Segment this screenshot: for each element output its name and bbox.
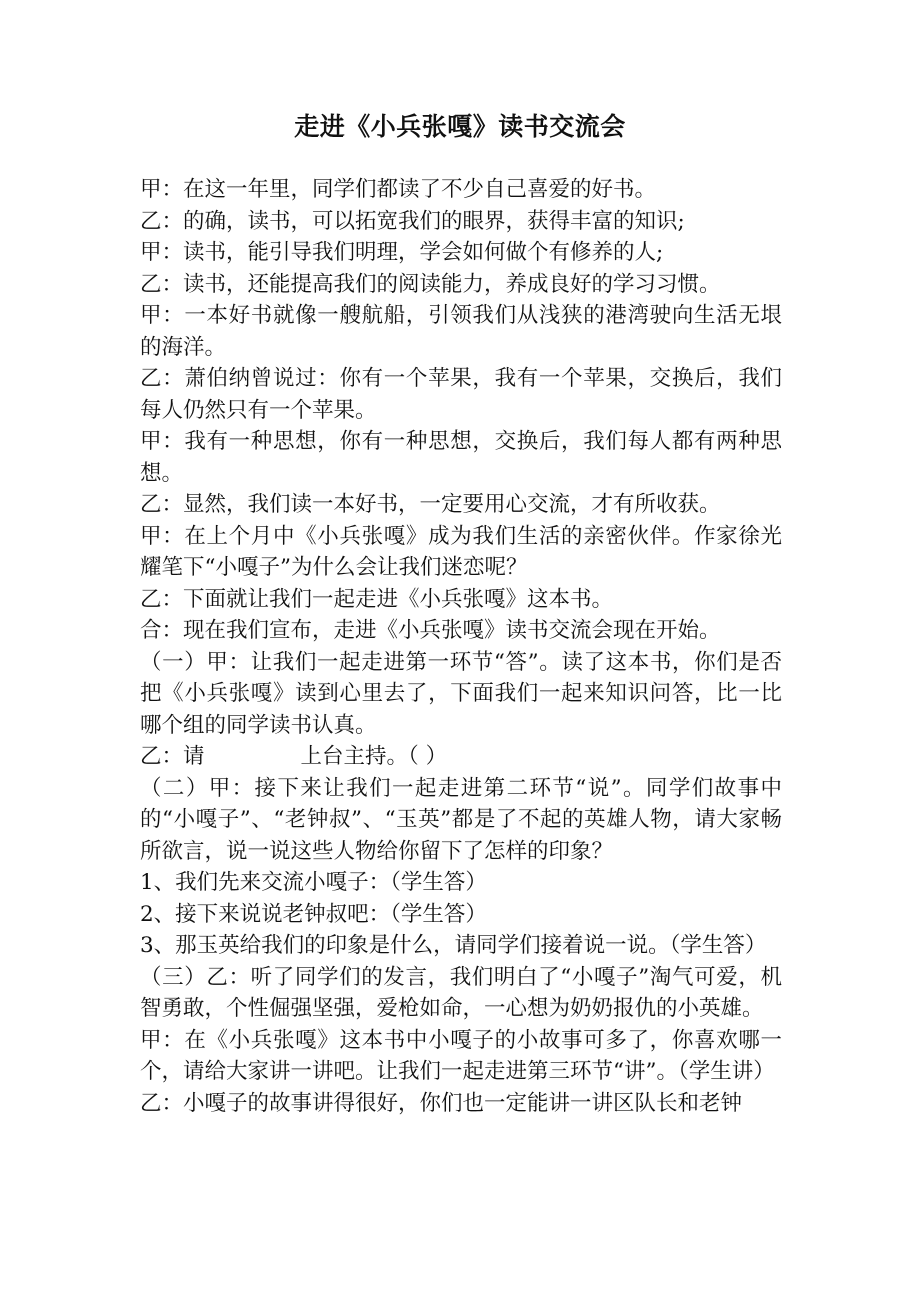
document-body [140,174,782,1119]
section-two-intro: （二）甲：接下来让我们一起走进第二环节“说”。同学们故事中的“小嘎子”、“老钟叔”、“玉英”都是了不起的英雄人物，请大家畅所欲言，说一说这些人物给你留下了怎样的印象？ [140,775,782,864]
dialogue-line-7: 甲：我有一种思想，你有一种思想，交换后，我们每人都有两种思想。 [140,429,782,486]
dialogue-line-10: 乙：下面就让我们一起走进《小兵张嘎》这本书。 [140,586,614,612]
document-title: 走进《小兵张嘎》读书交流会 [294,112,626,141]
dialogue-line-13: 乙：小嘎子的故事讲得很好，你们也一定能讲一讲区队长和老钟 [140,1090,743,1116]
dialogue-line-11: 合：现在我们宣布，走进《小兵张嘎》读书交流会现在开始。 [140,618,721,643]
section-three-intro: （三）乙：听了同学们的发言，我们明白了“小嘎子”淘气可爱，机智勇敢，个性倔强坚强，爱枪如命，一心想为奶奶报仇的小英雄。 [140,964,782,1021]
host-invite-suffix: 上台主持。（ ） [300,744,448,769]
host-invite-prefix: 乙：请 [140,744,205,769]
dialogue-line-6: 乙：萧伯纳曾说过：你有一个苹果，我有一个苹果，交换后，我们每人仍然只有一个苹果。 [140,366,782,423]
dialogue-line-12: 甲：在《小兵张嘎》这本书中小嘎子的小故事可多了，你喜欢哪一个，请给大家讲一讲吧。让我们一起走进第三环节“讲”。（学生讲） [140,1027,782,1084]
dialogue-line-2: 乙：的确，读书，可以拓宽我们的眼界，获得丰富的知识; [140,208,685,234]
dialogue-line-8: 乙：显然，我们读一本好书，一定要用心交流，才有所收获。 [140,492,721,517]
dialogue-line-9: 甲：在上个月中《小兵张嘎》成为我们生活的亲密伙伴。作家徐光耀笔下“小嘎子”为什么会让我们迷恋呢？ [140,523,782,580]
dialogue-line-1: 甲：在这一年里，同学们都读了不少自己喜爱的好书。 [140,177,657,202]
dialogue-line-4: 乙：读书，还能提高我们的阅读能力，养成良好的学习习惯。 [140,271,721,297]
section-one-intro: （一）甲：让我们一起走进第一环节“答”。读了这本书，你们是否把《小兵张嘎》读到心里去了，下面我们一起来知识问答，比一比哪个组的同学读书认真。 [140,649,782,738]
host-invite-line [140,741,782,773]
list-item-3: 3、那玉英给我们的印象是什么，请同学们接着说一说。（学生答） [140,933,767,958]
list-item-1: 1、我们先来交流小嘎子：（学生答） [140,870,487,895]
dialogue-line-3: 甲：读书，能引导我们明理，学会如何做个有修养的人; [140,240,664,265]
list-item-2: 2、接下来说说老钟叔吧：（学生答） [140,901,487,927]
dialogue-line-5: 甲：一本好书就像一艘航船，引领我们从浅狭的港湾驶向生活无垠的海洋。 [140,303,782,360]
